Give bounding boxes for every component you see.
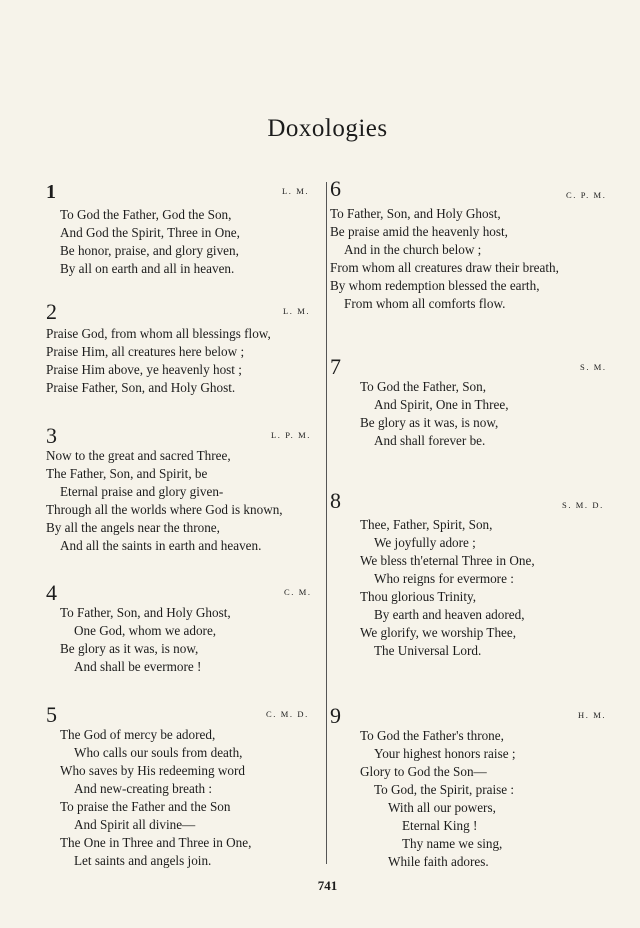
hymn-meter: H. M. xyxy=(578,710,607,720)
hymn-line: And new-creating breath : xyxy=(74,781,213,796)
hymn-line: Thou glorious Trinity, xyxy=(360,589,477,604)
hymn-line: Be glory as it was, is now, xyxy=(360,415,499,430)
hymn-line: Praise Father, Son, and Holy Ghost. xyxy=(46,380,236,395)
hymn-line: Eternal praise and glory given- xyxy=(60,484,224,499)
hymn-meter: C. M. xyxy=(284,587,312,597)
hymn-line: By whom redemption blessed the earth, xyxy=(330,278,540,293)
hymn-line: By all the angels near the throne, xyxy=(46,520,220,535)
hymn-line: We glorify, we worship Thee, xyxy=(360,625,517,640)
hymn-line: The God of mercy be adored, xyxy=(60,727,216,742)
hymn-line: To Father, Son, and Holy Ghost, xyxy=(60,605,231,620)
hymn-meter: L. M. xyxy=(282,186,310,196)
hymn-line: Glory to God the Son— xyxy=(360,764,487,779)
hymn-line: Who reigns for evermore : xyxy=(374,571,514,586)
hymn-line: Thy name we sing, xyxy=(402,836,503,851)
hymn-line: And in the church below ; xyxy=(344,242,482,257)
hymn-number: 6 xyxy=(330,176,341,201)
hymn-line: Through all the worlds where God is known, xyxy=(46,502,283,517)
hymn-line: Be glory as it was, is now, xyxy=(60,641,199,656)
hymn-line: And shall be evermore ! xyxy=(74,659,202,674)
hymn-line: And Spirit all divine— xyxy=(74,817,196,832)
hymn-line: And shall forever be. xyxy=(374,433,486,448)
hymn-line: With all our powers, xyxy=(388,800,496,815)
hymn-line: One God, whom we adore, xyxy=(74,623,217,638)
hymn-line: Who calls our souls from death, xyxy=(74,745,243,760)
hymn-line: From whom all creatures draw their breath, xyxy=(330,260,559,275)
hymn-line: And all the saints in earth and heaven. xyxy=(60,538,262,553)
hymn-line: Let saints and angels join. xyxy=(74,853,212,868)
hymn-line: Praise God, from whom all blessings flow, xyxy=(46,326,271,341)
hymn-line: Be honor, praise, and glory given, xyxy=(60,243,239,258)
hymn-meter: L. M. xyxy=(283,306,311,316)
hymn-line: By all on earth and all in heaven. xyxy=(60,261,235,276)
hymn-line: From whom all comforts flow. xyxy=(344,296,506,311)
hymn-line: Eternal King ! xyxy=(402,818,478,833)
hymn-number: 9 xyxy=(330,703,341,728)
hymn-line: The One in Three and Three in One, xyxy=(60,835,252,850)
hymn-line: To Father, Son, and Holy Ghost, xyxy=(330,206,501,221)
hymn-line: By earth and heaven adored, xyxy=(374,607,525,622)
hymn-line: We joyfully adore ; xyxy=(374,535,476,550)
hymn-number: 1 xyxy=(46,181,56,203)
hymn-line: To God the Father's throne, xyxy=(360,728,504,743)
hymn-number: 2 xyxy=(46,299,57,324)
hymn-line: Who saves by His redeeming word xyxy=(60,763,245,778)
page-number: 741 xyxy=(317,878,338,893)
hymn-meter: L. P. M. xyxy=(271,430,311,440)
hymn-line: To God, the Spirit, praise : xyxy=(374,782,515,797)
hymn-line: Thee, Father, Spirit, Son, xyxy=(360,517,493,532)
hymn-line: We bless th'eternal Three in One, xyxy=(360,553,535,568)
hymn-meter: C. P. M. xyxy=(566,190,607,200)
hymn-line: The Father, Son, and Spirit, be xyxy=(46,466,208,481)
hymn-line: And God the Spirit, Three in One, xyxy=(60,225,240,240)
hymn-line: Be praise amid the heavenly host, xyxy=(330,224,508,239)
page-title: Doxologies xyxy=(267,115,388,142)
hymn-meter: S. M. xyxy=(580,362,607,372)
hymn-line: To praise the Father and the Son xyxy=(60,799,231,814)
hymn-line: Praise Him above, ye heavenly host ; xyxy=(46,362,242,377)
hymn-line: And Spirit, One in Three, xyxy=(374,397,509,412)
hymn-line: The Universal Lord. xyxy=(374,643,482,658)
hymn-number: 3 xyxy=(46,423,57,448)
hymn-line: Your highest honors raise ; xyxy=(374,746,516,761)
hymn-number: 8 xyxy=(330,488,341,513)
hymn-line: To God the Father, God the Son, xyxy=(60,207,232,222)
hymn-number: 7 xyxy=(330,354,341,379)
hymn-line: Now to the great and sacred Three, xyxy=(46,448,231,463)
hymn-number: 5 xyxy=(46,702,57,727)
hymn-line: Praise Him, all creatures here below ; xyxy=(46,344,245,359)
column-divider xyxy=(326,182,327,864)
hymn-line: While faith adores. xyxy=(388,854,489,869)
hymn-line: To God the Father, Son, xyxy=(360,379,487,394)
hymn-meter: S. M. D. xyxy=(562,500,604,510)
hymn-number: 4 xyxy=(46,580,57,605)
hymn-meter: C. M. D. xyxy=(266,709,309,719)
